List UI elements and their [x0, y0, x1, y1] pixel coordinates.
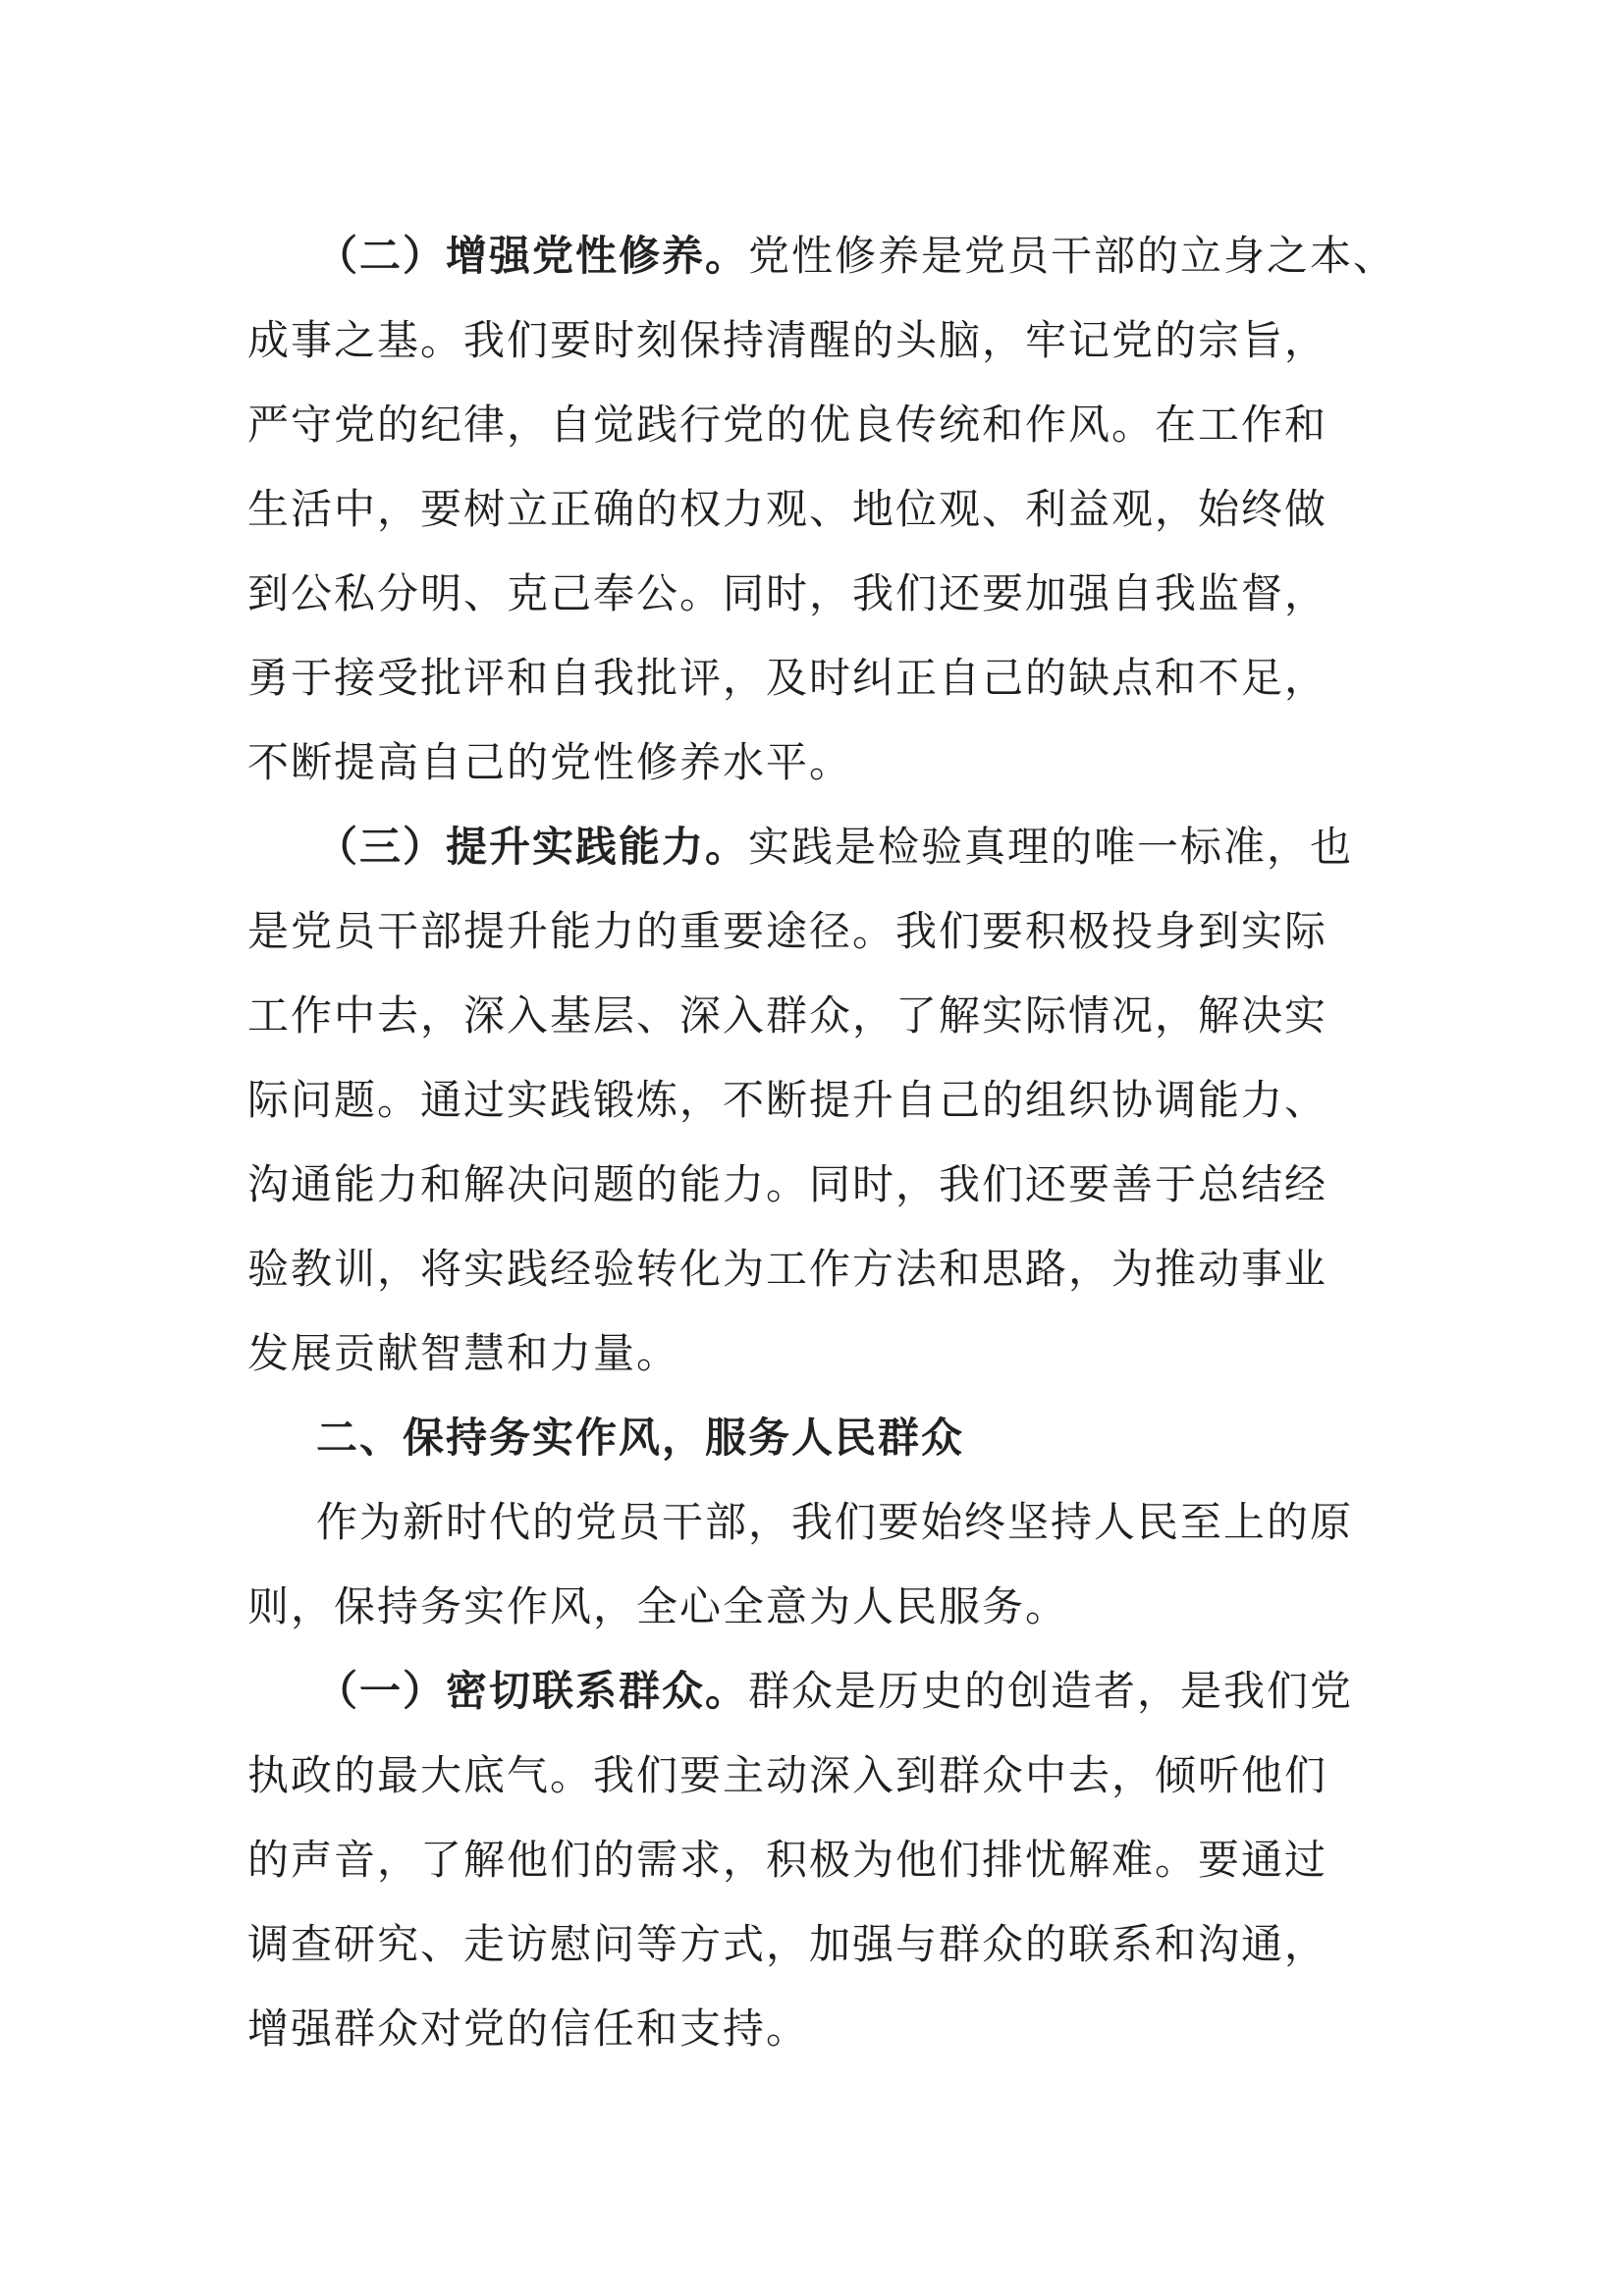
- paragraph-line: 沟通能力和解决问题的能力。同时，我们还要善于总结经: [247, 1160, 1328, 1208]
- paragraph-line: 生活中，要树立正确的权力观、地位观、利益观，始终做: [247, 485, 1328, 533]
- chapter-title: 二、保持务实作风，服务人民群众: [316, 1414, 965, 1462]
- paragraph-line: 严守党的纪律，自觉践行党的优良传统和作风。在工作和: [247, 400, 1328, 449]
- paragraph-line: 是党员干部提升能力的重要途径。我们要积极投身到实际: [247, 907, 1328, 955]
- paragraph-line: 发展贡献智慧和力量。: [247, 1329, 680, 1377]
- paragraph-line: [316, 819, 1353, 876]
- paragraph-text: 党性修养是党员干部的立身之本、: [748, 232, 1397, 280]
- section-heading: （一）密切联系群众。: [316, 1667, 749, 1715]
- paragraph-line: [316, 228, 1396, 285]
- paragraph-text: 群众是历史的创造者，是我们党: [748, 1667, 1354, 1715]
- paragraph-text: 实践是检验真理的唯一标准，也: [748, 823, 1354, 871]
- paragraph-line: 到公私分明、克己奉公。同时，我们还要加强自我监督，: [247, 569, 1328, 617]
- paragraph-line: 增强群众对党的信任和支持。: [247, 2004, 810, 2053]
- paragraph-line: 工作中去，深入基层、深入群众，了解实际情况，解决实: [247, 991, 1328, 1040]
- paragraph-line: 的声音，了解他们的需求，积极为他们排忧解难。要通过: [247, 1836, 1328, 1884]
- section-heading: （三）提升实践能力。: [316, 823, 749, 871]
- paragraph-line: 则，保持务实作风，全心全意为人民服务。: [247, 1582, 1069, 1630]
- paragraph-line: 勇于接受批评和自我批评，及时纠正自己的缺点和不足，: [247, 654, 1328, 702]
- paragraph-line: 不断提高自己的党性修养水平。: [247, 738, 853, 786]
- paragraph-line: 执政的最大底气。我们要主动深入到群众中去，倾听他们: [247, 1751, 1328, 1799]
- paragraph-line: [316, 1663, 1353, 1720]
- paragraph-line: 成事之基。我们要时刻保持清醒的头脑，牢记党的宗旨，: [247, 316, 1328, 364]
- paragraph-line: 际问题。通过实践锻炼，不断提升自己的组织协调能力、: [247, 1076, 1328, 1124]
- section-heading: （二）增强党性修养。: [316, 232, 749, 280]
- paragraph-line: 验教训，将实践经验转化为工作方法和思路，为推动事业: [247, 1245, 1328, 1293]
- paragraph-line: 调查研究、走访慰问等方式，加强与群众的联系和沟通，: [247, 1920, 1328, 1968]
- paragraph-line: 作为新时代的党员干部，我们要始终坚持人民至上的原: [316, 1498, 1354, 1546]
